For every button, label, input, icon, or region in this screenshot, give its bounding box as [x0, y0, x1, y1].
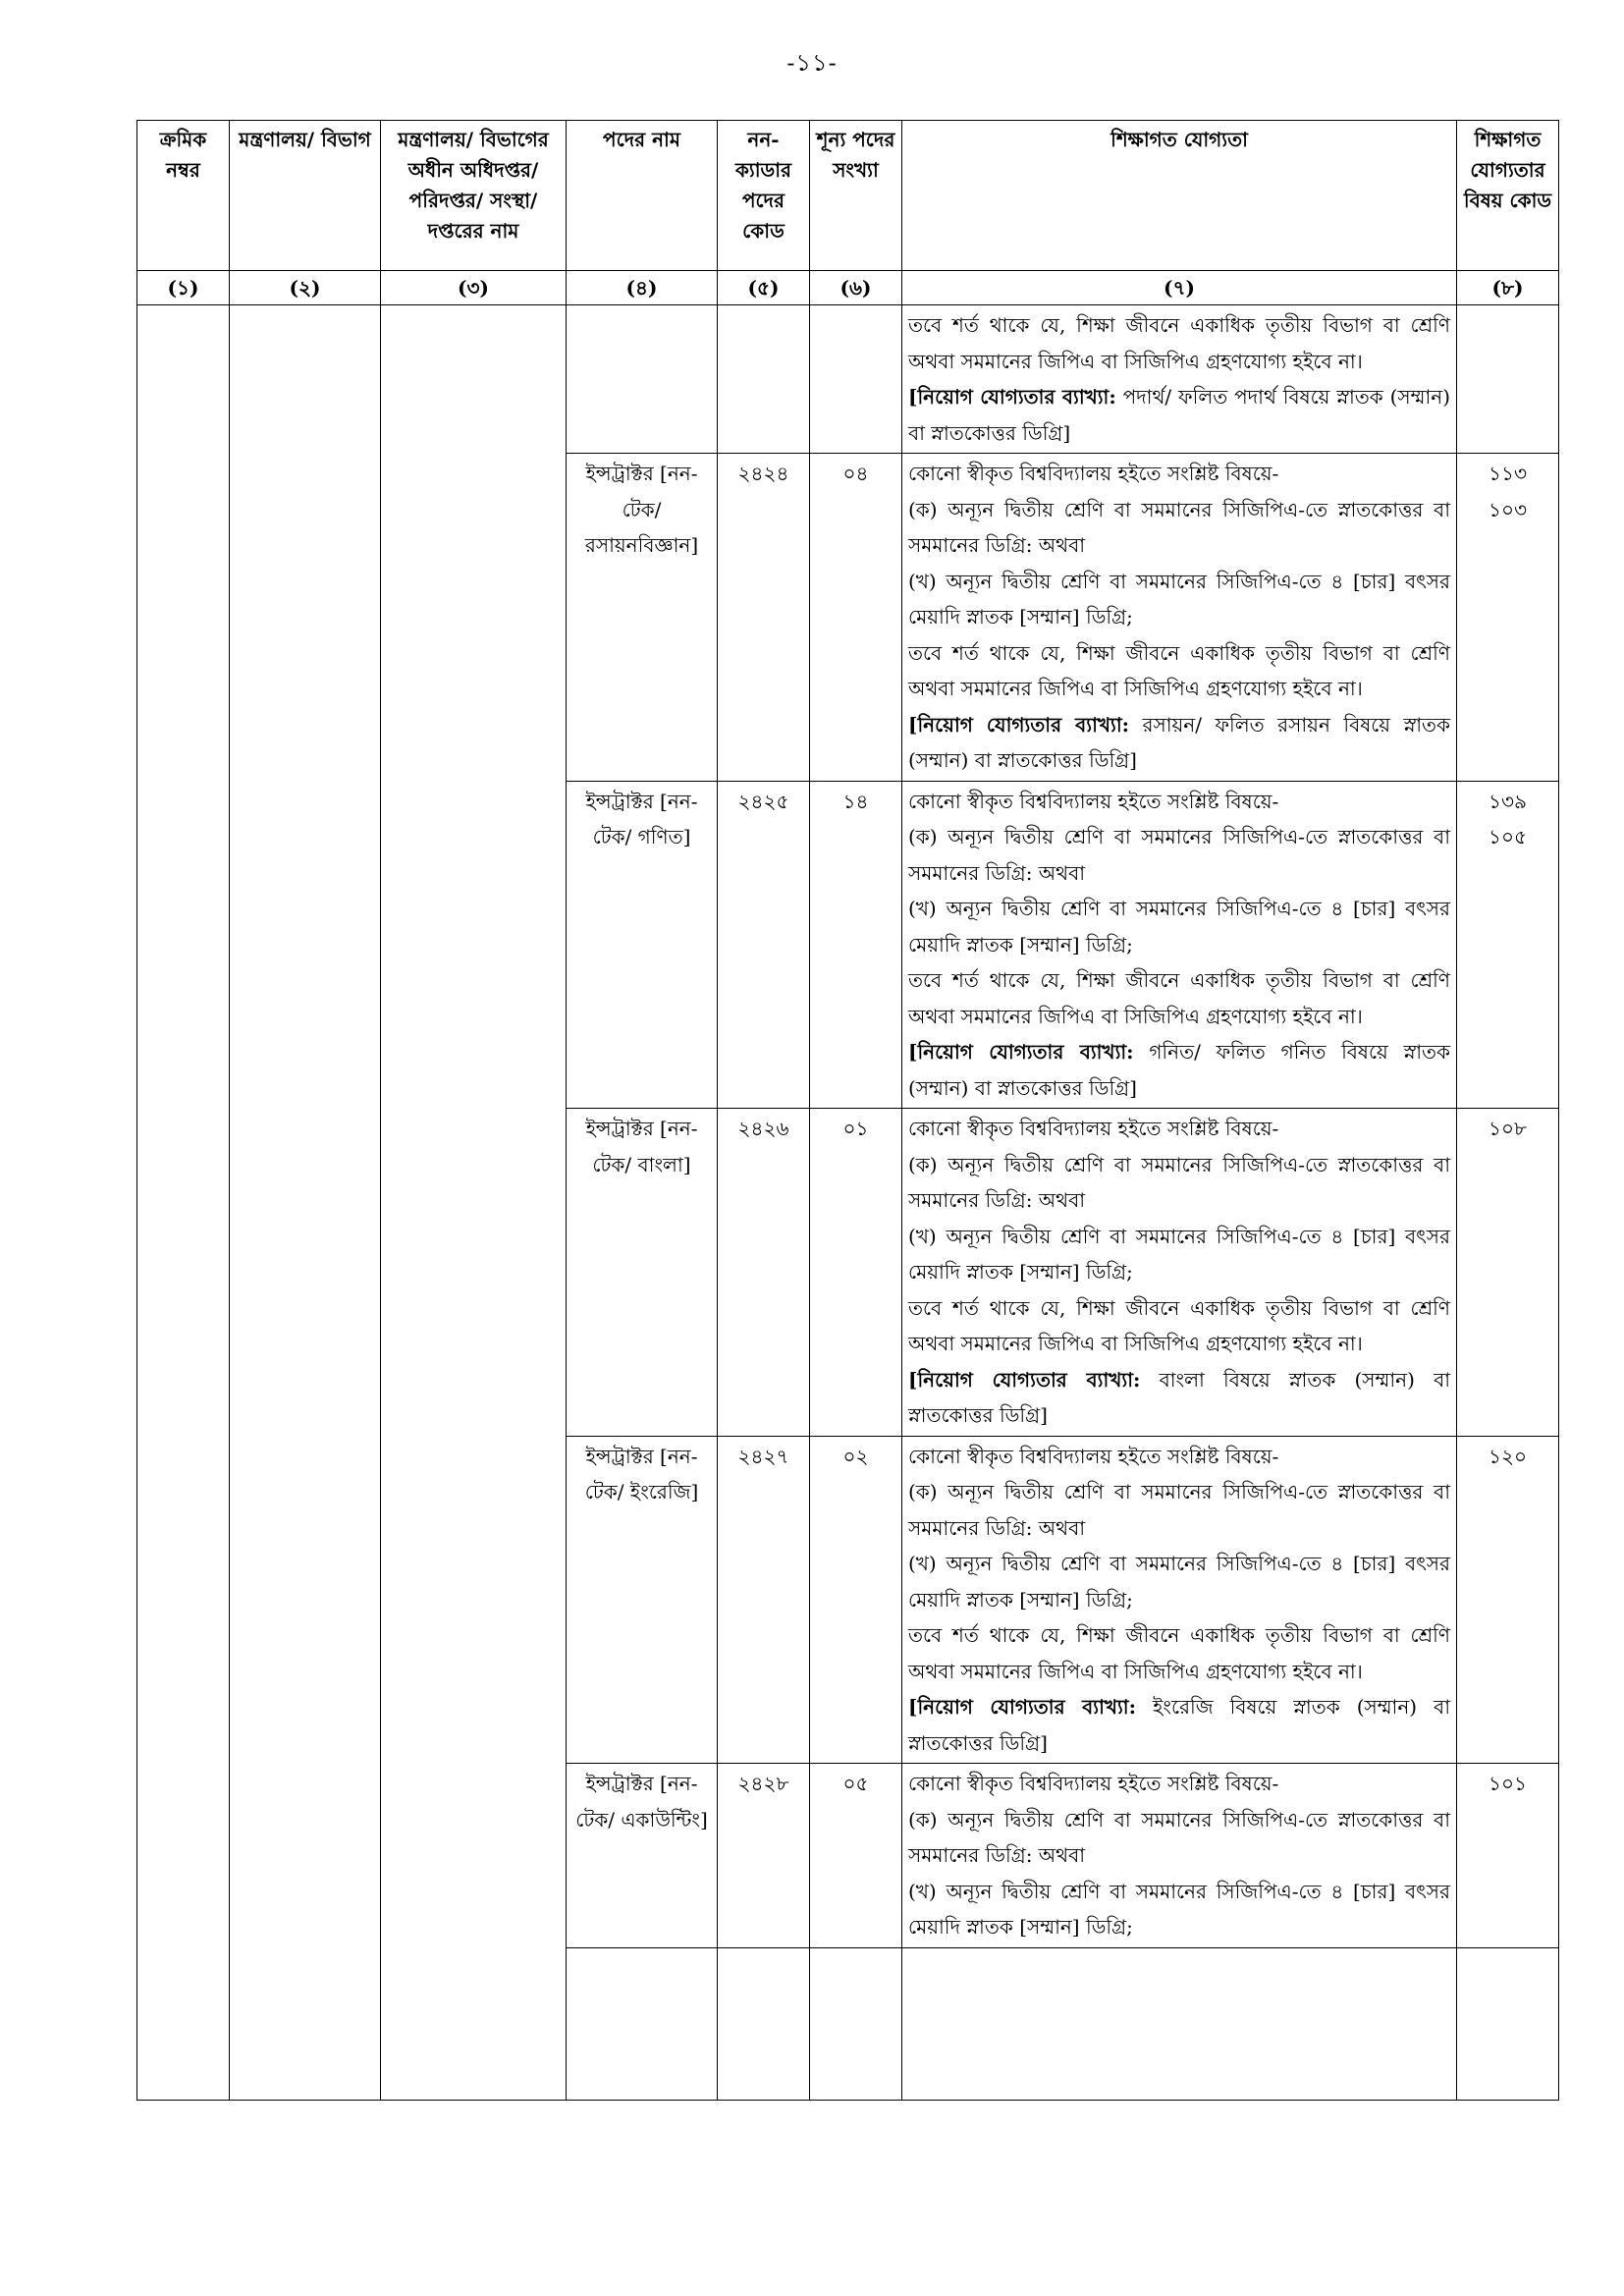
appointment-note: [908, 707, 1450, 779]
column-number-row: [137, 271, 1559, 305]
qualification-cell: [902, 454, 1457, 782]
vacancy-cell: [810, 305, 902, 454]
column-number: (১): [137, 271, 230, 305]
appointment-note: [908, 1362, 1450, 1434]
option-b-text: (খ) অন্যূন দ্বিতীয় শ্রেণি বা সমমানের সিজিপিএ-তে ৪ [চার] বৎসর মেয়াদি স্নাতক [সম্মান] ডিগ্রি;: [908, 1552, 1450, 1612]
subject-code-cell: [1457, 781, 1559, 1109]
qualification-cell: [902, 1764, 1457, 1948]
qualification-cell: [902, 781, 1457, 1109]
post-name-cell: ইন্সট্রাক্টর [নন-টেক/ গণিত]: [567, 781, 718, 1109]
recruitment-table: [136, 120, 1559, 2101]
subject-code: ১২০: [1489, 1444, 1527, 1468]
header-qualification: শিক্ষাগত যোগ্যতা: [902, 121, 1457, 271]
header-serial: ক্রমিক নম্বর: [137, 121, 230, 271]
post-code-cell: ২৪২৮: [718, 1764, 810, 1948]
intro-text: কোনো স্বীকৃত বিশ্ববিদ্যালয় হইতে সংশ্লিষ্ট বিষয়ে-: [908, 1444, 1279, 1468]
option-b-text: (খ) অন্যূন দ্বিতীয় শ্রেণি বা সমমানের সিজিপিএ-তে ৪ [চার] বৎসর মেয়াদি স্নাতক [সম্মান] ডিগ্রি;: [908, 569, 1450, 629]
option-b-text: (খ) অন্যূন দ্বিতীয় শ্রেণি বা সমমানের সিজিপিএ-তে ৪ [চার] বৎসর মেয়াদি স্নাতক [সম্মান] ডিগ্রি;: [908, 897, 1450, 957]
proviso-text: তবে শর্ত থাকে যে, শিক্ষা জীবনে একাধিক তৃতীয় বিভাগ বা শ্রেণি অথবা সমমানের জিপিএ বা সিজিপিএ গ্রহণযোগ্য হইবে না।: [908, 313, 1450, 373]
header-vacancy: শূন্য পদের সংখ্যা: [810, 121, 902, 271]
header-post-code: নন- ক্যাডার পদের কোড: [718, 121, 810, 271]
intro-text: কোনো স্বীকৃত বিশ্ববিদ্যালয় হইতে সংশ্লিষ্ট বিষয়ে-: [908, 462, 1279, 485]
header-subject-code: শিক্ষাগত যোগ্যতার বিষয় কোড: [1457, 121, 1559, 271]
post-code-cell: ২৪২৬: [718, 1109, 810, 1437]
post-name-cell: ইন্সট্রাক্টর [নন-টেক/ ইংরেজি]: [567, 1436, 718, 1764]
subject-code: ১০৮: [1489, 1117, 1527, 1140]
note-label: [নিয়োগ যোগ্যতার ব্যাখ্যা:: [908, 1695, 1136, 1719]
option-b-text: (খ) অন্যূন দ্বিতীয় শ্রেণি বা সমমানের সিজিপিএ-তে ৪ [চার] বৎসর মেয়াদি স্নাতক [সম্মান] ডিগ্রি;: [908, 1879, 1450, 1939]
post-code-cell: [718, 305, 810, 454]
page-number: -১১-: [786, 49, 838, 77]
note-label: [নিয়োগ যোগ্যতার ব্যাখ্যা:: [908, 1367, 1141, 1392]
column-number: (৫): [718, 271, 810, 305]
subject-code: ১১৩: [1489, 462, 1527, 485]
column-number: (৬): [810, 271, 902, 305]
subject-code: ১৩৯: [1489, 789, 1527, 813]
subject-code-cell: [1457, 454, 1559, 782]
column-number: (৮): [1457, 271, 1559, 305]
ministry-cell: [230, 305, 381, 2101]
vacancy-cell: [810, 1947, 902, 2100]
subject-code-cell: [1457, 305, 1559, 454]
proviso-text: তবে শর্ত থাকে যে, শিক্ষা জীবনে একাধিক তৃতীয় বিভাগ বা শ্রেণি অথবা সমমানের জিপিএ বা সিজিপিএ গ্রহণযোগ্য হইবে না।: [908, 1623, 1450, 1683]
qualification-cell: [902, 305, 1457, 454]
qualification-cell: [902, 1109, 1457, 1437]
post-name-cell: [567, 305, 718, 454]
vacancy-cell: ০৫: [810, 1764, 902, 1948]
column-number: (৩): [381, 271, 567, 305]
subject-code-cell: [1457, 1109, 1559, 1437]
vacancy-cell: ০২: [810, 1436, 902, 1764]
post-code-cell: ২৪২৪: [718, 454, 810, 782]
post-name-cell: [567, 1947, 718, 2100]
serial-cell: [137, 305, 230, 2101]
intro-text: কোনো স্বীকৃত বিশ্ববিদ্যালয় হইতে সংশ্লিষ্ট বিষয়ে-: [908, 1117, 1279, 1140]
proviso-text: তবে শর্ত থাকে যে, শিক্ষা জীবনে একাধিক তৃতীয় বিভাগ বা শ্রেণি অথবা সমমানের জিপিএ বা সিজিপিএ গ্রহণযোগ্য হইবে না।: [908, 968, 1450, 1028]
note-text: পদার্থ/ ফলিত পদার্থ বিষয়ে স্নাতক (সম্মান) বা স্নাতকোত্তর ডিগ্রি]: [908, 385, 1450, 445]
subject-code: ১০১: [1489, 1772, 1527, 1795]
appointment-note: [908, 1689, 1450, 1761]
column-number: (২): [230, 271, 381, 305]
option-a-text: (ক) অন্যূন দ্বিতীয় শ্রেণি বা সমমানের সিজিপিএ-তে স্নাতকোত্তর বা সমমানের ডিগ্রি: অথবা: [908, 1152, 1450, 1212]
note-label: [নিয়োগ যোগ্যতার ব্যাখ্যা:: [908, 1040, 1134, 1064]
post-code-cell: ২৪২৭: [718, 1436, 810, 1764]
post-name-cell: ইন্সট্রাক্টর [নন-টেক/ রসায়নবিজ্ঞান]: [567, 454, 718, 782]
post-code-cell: [718, 1947, 810, 2100]
proviso-text: তবে শর্ত থাকে যে, শিক্ষা জীবনে একাধিক তৃতীয় বিভাগ বা শ্রেণি অথবা সমমানের জিপিএ বা সিজিপিএ গ্রহণযোগ্য হইবে না।: [908, 1295, 1450, 1355]
option-a-text: (ক) অন্যূন দ্বিতীয় শ্রেণি বা সমমানের সিজিপিএ-তে স্নাতকোত্তর বা সমমানের ডিগ্রি: অথবা: [908, 1807, 1450, 1867]
vacancy-cell: ০৪: [810, 454, 902, 782]
header-department: মন্ত্রণালয়/ বিভাগের অধীন অধিদপ্তর/ পরিদপ্তর/ সংস্থা/ দপ্তরের নাম: [381, 121, 567, 271]
table-row-continuation: [137, 305, 1559, 454]
header-ministry: মন্ত্রণালয়/ বিভাগ: [230, 121, 381, 271]
vacancy-cell: ০১: [810, 1109, 902, 1437]
note-label: [নিয়োগ যোগ্যতার ব্যাখ্যা:: [908, 712, 1130, 737]
column-number: (৪): [567, 271, 718, 305]
header-post-name: পদের নাম: [567, 121, 718, 271]
option-b-text: (খ) অন্যূন দ্বিতীয় শ্রেণি বা সমমানের সিজিপিএ-তে ৪ [চার] বৎসর মেয়াদি স্নাতক [সম্মান] ডিগ্রি;: [908, 1224, 1450, 1284]
vacancy-cell: ১৪: [810, 781, 902, 1109]
note-text: বাংলা বিষয়ে স্নাতক (সম্মান) বা স্নাতকোত্তর ডিগ্রি]: [908, 1367, 1450, 1427]
subject-code-cell: [1457, 1764, 1559, 1948]
option-a-text: (ক) অন্যূন দ্বিতীয় শ্রেণি বা সমমানের সিজিপিএ-তে স্নাতকোত্তর বা সমমানের ডিগ্রি: অথবা: [908, 825, 1450, 885]
qualification-cell: [902, 1436, 1457, 1764]
post-name-cell: ইন্সট্রাক্টর [নন-টেক/ বাংলা]: [567, 1109, 718, 1437]
subject-code: ১০৩: [1489, 497, 1527, 521]
subject-code-cell: [1457, 1947, 1559, 2100]
appointment-note: [908, 1034, 1450, 1106]
note-text: গনিত/ ফলিত গনিত বিষয়ে স্নাতক (সম্মান) বা স্নাতকোত্তর ডিগ্রি]: [908, 1040, 1450, 1100]
note-text: ইংরেজি বিষয়ে স্নাতক (সম্মান) বা স্নাতকোত্তর ডিগ্রি]: [908, 1695, 1450, 1755]
proviso-text: তবে শর্ত থাকে যে, শিক্ষা জীবনে একাধিক তৃতীয় বিভাগ বা শ্রেণি অথবা সমমানের জিপিএ বা সিজিপিএ গ্রহণযোগ্য হইবে না।: [908, 640, 1450, 700]
intro-text: কোনো স্বীকৃত বিশ্ববিদ্যালয় হইতে সংশ্লিষ্ট বিষয়ে-: [908, 1772, 1279, 1795]
option-a-text: (ক) অন্যূন দ্বিতীয় শ্রেণি বা সমমানের সিজিপিএ-তে স্নাতকোত্তর বা সমমানের ডিগ্রি: অথবা: [908, 1480, 1450, 1540]
post-name-cell: ইন্সট্রাক্টর [নন-টেক/ একাউন্টিং]: [567, 1764, 718, 1948]
option-a-text: (ক) অন্যূন দ্বিতীয় শ্রেণি বা সমমানের সিজিপিএ-তে স্নাতকোত্তর বা সমমানের ডিগ্রি: অথবা: [908, 497, 1450, 557]
intro-text: কোনো স্বীকৃত বিশ্ববিদ্যালয় হইতে সংশ্লিষ্ট বিষয়ে-: [908, 789, 1279, 813]
note-text: রসায়ন/ ফলিত রসায়ন বিষয়ে স্নাতক (সম্মান) বা স্নাতকোত্তর ডিগ্রি]: [908, 712, 1451, 772]
department-cell: [381, 305, 567, 2101]
column-number: (৭): [902, 271, 1457, 305]
subject-code: ১০৫: [1489, 825, 1527, 848]
note-label: [নিয়োগ যোগ্যতার ব্যাখ্যা:: [908, 385, 1116, 409]
subject-code-cell: [1457, 1436, 1559, 1764]
header-row: [137, 121, 1559, 271]
qualification-cell: [902, 1947, 1457, 2100]
appointment-note: [908, 379, 1450, 451]
post-code-cell: ২৪২৫: [718, 781, 810, 1109]
